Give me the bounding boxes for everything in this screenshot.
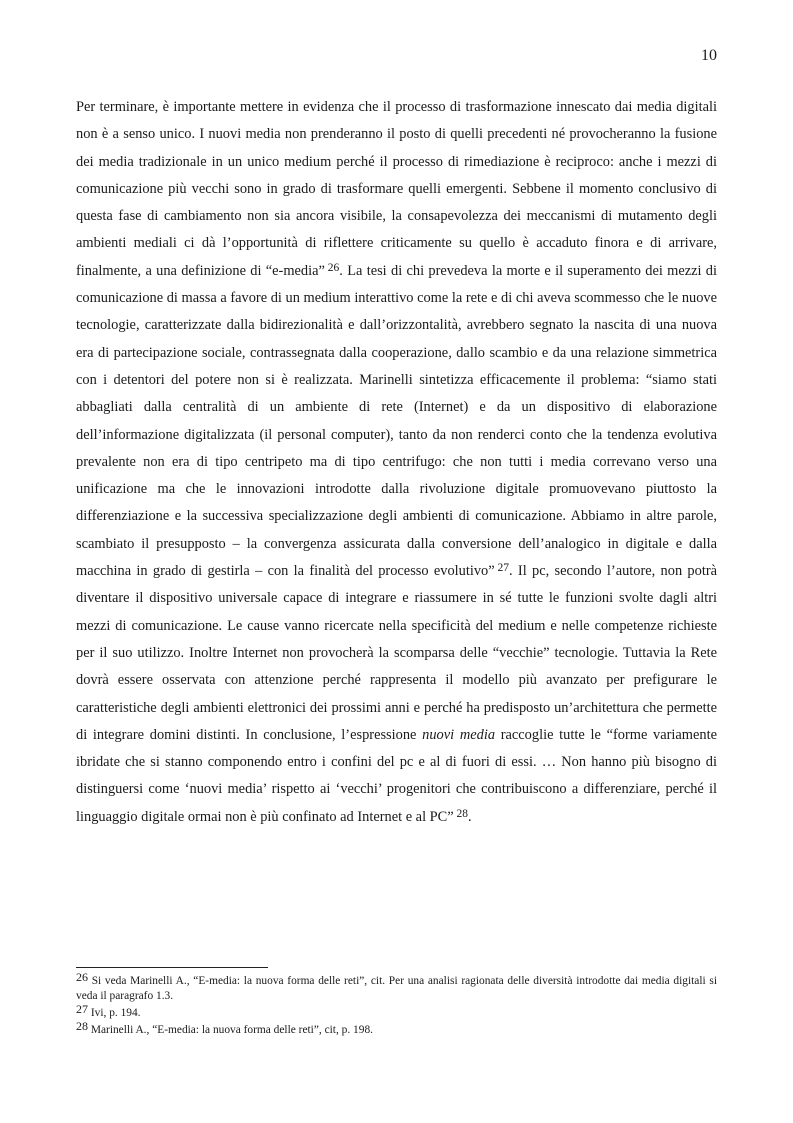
footnote-mark: 28 xyxy=(76,1019,88,1033)
footnote-separator xyxy=(76,967,268,968)
body-segment-1: Per terminare, è importante mettere in evidenza che il processo di trasformazione innescato dai media digitali non è a senso unico. I nuovi media non prenderanno il posto di quelli precedenti né provocheranno la fusione dei media tradizionale in un unico medium perché il processo di rimediazione è reciproco: anche i mezzi di comunicazione più vecchi sono in grado di trasformare quelli emergenti. Sebbene il momento conclusivo di questa fase di cambiamento non sia ancora visibile, la consapevolezza dei meccanismi di mutamento degli ambienti mediali ci dà l’opportunità di riflettere criticamente su quello è accaduto finora e di arrivare, finalmente, a una definizione di “e-media” xyxy=(76,99,717,279)
footnotes xyxy=(76,970,717,1040)
page-number: 10 xyxy=(701,47,717,64)
footnote-26 xyxy=(76,970,717,1004)
footnote-28 xyxy=(76,1019,717,1038)
body-end: . xyxy=(468,808,472,825)
italic-term: nuovi media xyxy=(422,726,496,743)
body-segment-3: . Il pc, secondo l’autore, non potrà diventare il dispositivo universale capace di integrare e riassumere in sé tutte le funzioni svolte dagli altri mezzi di comunicazione. Le cause vanno ricercate nella specificità del medium e nelle competenze richieste per il suo utilizzo. Inoltre Internet non provocherà la scomparsa delle “vecchie” tecnologie. Tuttavia la Rete dovrà essere osservata con attenzione perché rappresenta il modello più avanzato per prefigurare le caratteristiche degli ambienti elettronici dei prossimi anni e perché ha predisposto un’architettura che permette di integrare domini distinti. In conclusione, l’espressione xyxy=(76,563,717,743)
footnote-text: Ivi, p. 194. xyxy=(88,1007,141,1019)
footnote-27 xyxy=(76,1002,717,1021)
footnote-text: Si veda Marinelli A., “E-media: la nuova forma delle reti”, cit. Per una analisi ragionata delle diversità introdotte dai media digitali si veda il paragrafo 1.3. xyxy=(76,975,717,1002)
body-paragraph xyxy=(76,94,717,831)
footnote-text: Marinelli A., “E-media: la nuova forma delle reti”, cit, p. 198. xyxy=(88,1024,373,1036)
footnote-ref-27[interactable]: 27 xyxy=(497,562,510,575)
body-segment-2: . La tesi di chi prevedeva la morte e il superamento dei mezzi di comunicazione di massa a favore di un medium interattivo come la rete e di chi aveva scommesso che le nuove tecnologie, caratterizzate dalla bidirezionalità e dall’orizzontalità, avrebbero segnato la nascita di una nuova era di partecipazione sociale, contrassegnata dalla cooperazione, dallo scambio e da una relazione simmetrica con i detentori del potere non si è realizzata. Marinelli sintetizza efficacemente il problema: “siamo stati abbagliati dalla centralità di un ambiente di rete (Internet) e da un dispositivo di elaborazione dell’informazione digitalizzata (il personal computer), tanto da non renderci conto che la tendenza evolutiva prevalente non era di tipo centripeto ma di tipo centrifugo: che non tutti i media correvano verso una unificazione ma che le innovazioni introdotte dalla rivoluzione digitale promuovevano piuttosto la differenziazione e la successiva specializzazione degli ambienti di comunicazione. Abbiamo in altre parole, scambiato il presupposto – la convergenza assicurata dalla conversione dell’analogico in digitale e dalla macchina in grado di gestirla – con la finalità del processo evolutivo” xyxy=(76,262,717,580)
footnote-mark: 26 xyxy=(76,970,88,984)
footnote-ref-26[interactable]: 26 xyxy=(327,261,340,274)
body-segment-4: raccoglie tutte le “forme variamente ibridate che si stanno componendo entro i confini del pc e al di fuori di essi. … Non hanno più bisogno di distinguersi come ‘nuovi media’ rispetto ai ‘vecchi’ progenitori che contribuiscono a differenziare, perché il linguaggio digitale ormai non è più confinato ad Internet e al PC” xyxy=(76,726,717,825)
footnote-ref-28[interactable]: 28 xyxy=(456,807,469,820)
footnote-mark: 27 xyxy=(76,1002,88,1016)
